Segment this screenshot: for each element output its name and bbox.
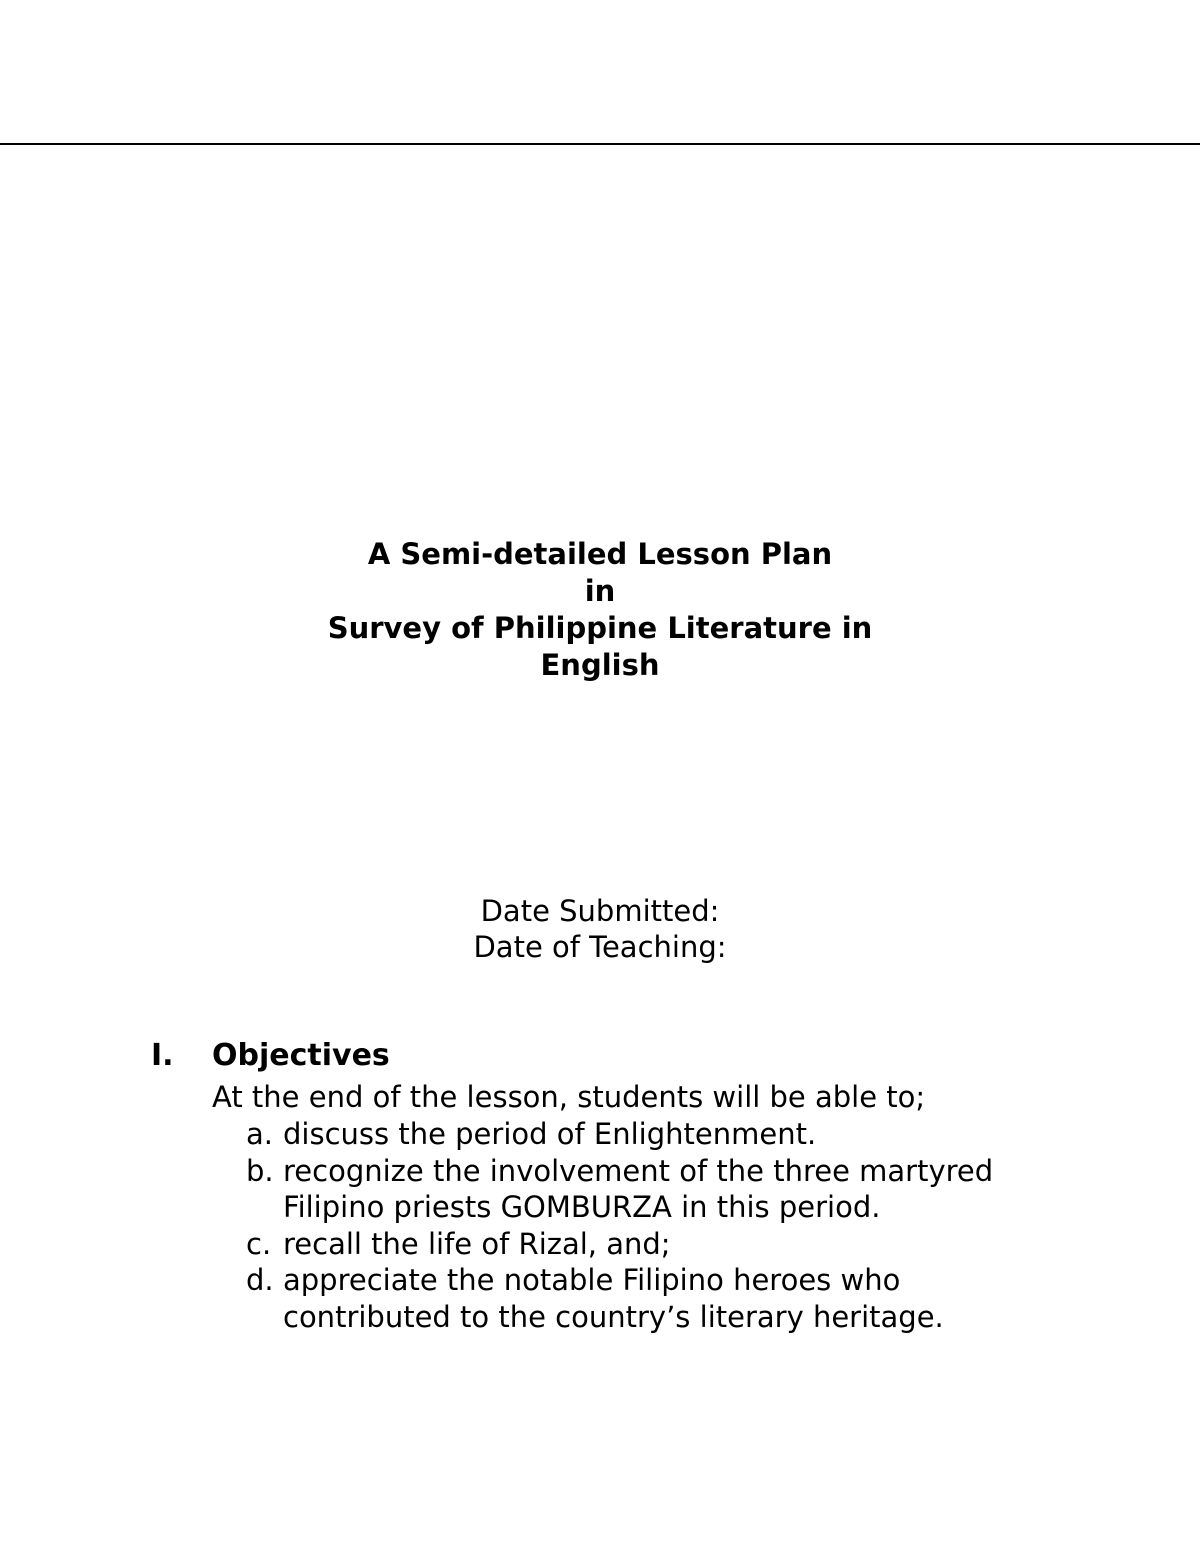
list-item-letter: c. [246, 1226, 272, 1261]
list-item [246, 1262, 1151, 1335]
list-item-letter: d. [246, 1263, 274, 1297]
title-line-3: Survey of Philippine Literature in [327, 611, 873, 645]
list-item-text: recall the life of Rizal, and; [283, 1226, 671, 1261]
list-item-text: appreciate the notable Filipino heroes who contributed to the country’s literary heritage. [283, 1263, 944, 1334]
list-item-letter: a. [246, 1117, 273, 1151]
list-item [246, 1153, 1151, 1226]
title-line-1: A Semi-detailed Lesson Plan [367, 537, 833, 571]
section-number: I. [151, 1038, 174, 1073]
dates-block [0, 893, 1200, 965]
objectives-list [246, 1116, 1151, 1335]
title-line-2: in [584, 574, 616, 608]
section-intro: At the end of the lesson, students will be able to; [212, 1080, 926, 1114]
list-item-text: recognize the involvement of the three martyred Filipino priests GOMBURZA in this period. [283, 1153, 994, 1224]
list-item-text: discuss the period of Enlightenment. [283, 1117, 817, 1151]
section-title: Objectives [212, 1038, 390, 1073]
list-item [246, 1116, 1151, 1153]
section-heading [151, 1036, 1151, 1076]
title-line-4: English [540, 648, 660, 682]
list-item [246, 1226, 1151, 1263]
document-title [0, 536, 1200, 684]
date-submitted-label: Date Submitted: [480, 894, 720, 928]
objectives-section [151, 1036, 1151, 1335]
date-of-teaching-label: Date of Teaching: [473, 930, 727, 964]
header-rule [0, 143, 1200, 145]
list-item-letter: b. [246, 1153, 274, 1188]
